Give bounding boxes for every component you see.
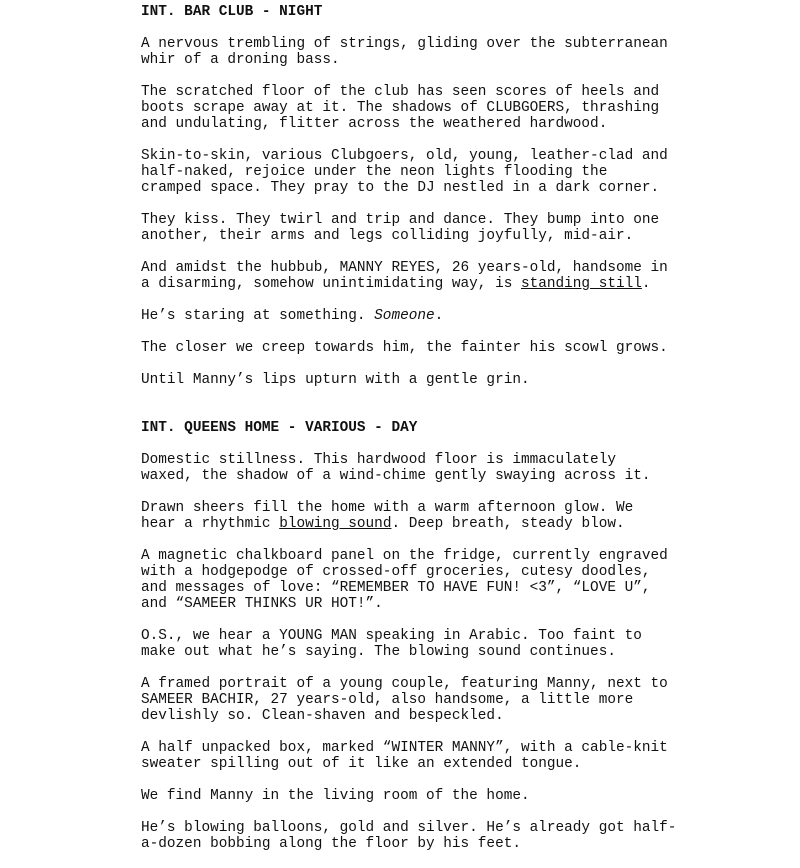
action-paragraph: Until Manny’s lips upturn with a gentle grin. — [141, 372, 530, 388]
action-paragraph: They kiss. They twirl and trip and dance. They bump into one another, their arms and legs colliding joyfully, mid-air. — [141, 212, 660, 244]
scene-spacer — [141, 404, 781, 420]
action-paragraph: A magnetic chalkboard panel on the fridge, currently engraved with a hodgepodge of crossed-off groceries, cutesy doodles, and messages of love: “REMEMBER TO HAVE FUN! <3”, “LOVE U”, and “SAMEER THINKS UR HOT!”. — [141, 548, 668, 612]
action-paragraph: He’s blowing balloons, gold and silver. He’s already got half- a-dozen bobbing along the floor by his feet. — [141, 820, 677, 852]
action-paragraph: Skin-to-skin, various Clubgoers, old, young, leather-clad and half-naked, rejoice under the neon lights flooding the cramped space. They pray to the DJ nestled in a dark corner. — [141, 148, 668, 196]
action-paragraph: A half unpacked box, marked “WINTER MANNY”, with a cable-knit sweater spilling out of it like an extended tongue. — [141, 740, 668, 772]
action-text: . Deep breath, steady blow. — [391, 516, 625, 532]
scene-heading-queens-home: INT. QUEENS HOME - VARIOUS - DAY — [141, 420, 418, 436]
action-paragraph-staring — [141, 308, 781, 324]
underlined-text: blowing sound — [279, 516, 392, 532]
action-paragraph: A nervous trembling of strings, gliding over the subterranean whir of a droning bass. — [141, 36, 668, 68]
action-paragraph-manny-intro — [141, 260, 781, 292]
action-text: He’s staring at something. — [141, 308, 375, 324]
action-paragraph: A framed portrait of a young couple, featuring Manny, next to SAMEER BACHIR, 27 years-old, also handsome, a little more devlishly so. Clean-shaven and bespeckled. — [141, 676, 668, 724]
action-paragraph: Domestic stillness. This hardwood floor is immaculately waxed, the shadow of a wind-chime gently swaying across it. — [141, 452, 651, 484]
action-text: . — [641, 276, 651, 292]
action-paragraph: O.S., we hear a YOUNG MAN speaking in Arabic. Too faint to make out what he’s saying. The blowing sound continues. — [141, 628, 642, 660]
italic-text: Someone — [374, 308, 435, 324]
screenplay-page — [141, 4, 781, 868]
action-paragraph-blowing-sound — [141, 500, 781, 532]
action-text: And amidst the hubbub, MANNY REYES, 26 years-old, handsome in a disarming, somehow unintimidating way, is — [141, 260, 668, 292]
underlined-text: standing still — [520, 276, 642, 292]
action-paragraph: We find Manny in the living room of the home. — [141, 788, 530, 804]
scene-heading-bar-club: INT. BAR CLUB - NIGHT — [141, 4, 323, 20]
action-paragraph: The scratched floor of the club has seen scores of heels and boots scrape away at it. The shadows of CLUBGOERS, thrashing and undulating, flitter across the weathered hardwood. — [141, 84, 660, 132]
action-text: . — [434, 308, 444, 324]
action-paragraph: The closer we creep towards him, the fainter his scowl grows. — [141, 340, 668, 356]
action-text: Drawn sheers fill the home with a warm afternoon glow. We hear a rhythmic — [141, 500, 634, 532]
